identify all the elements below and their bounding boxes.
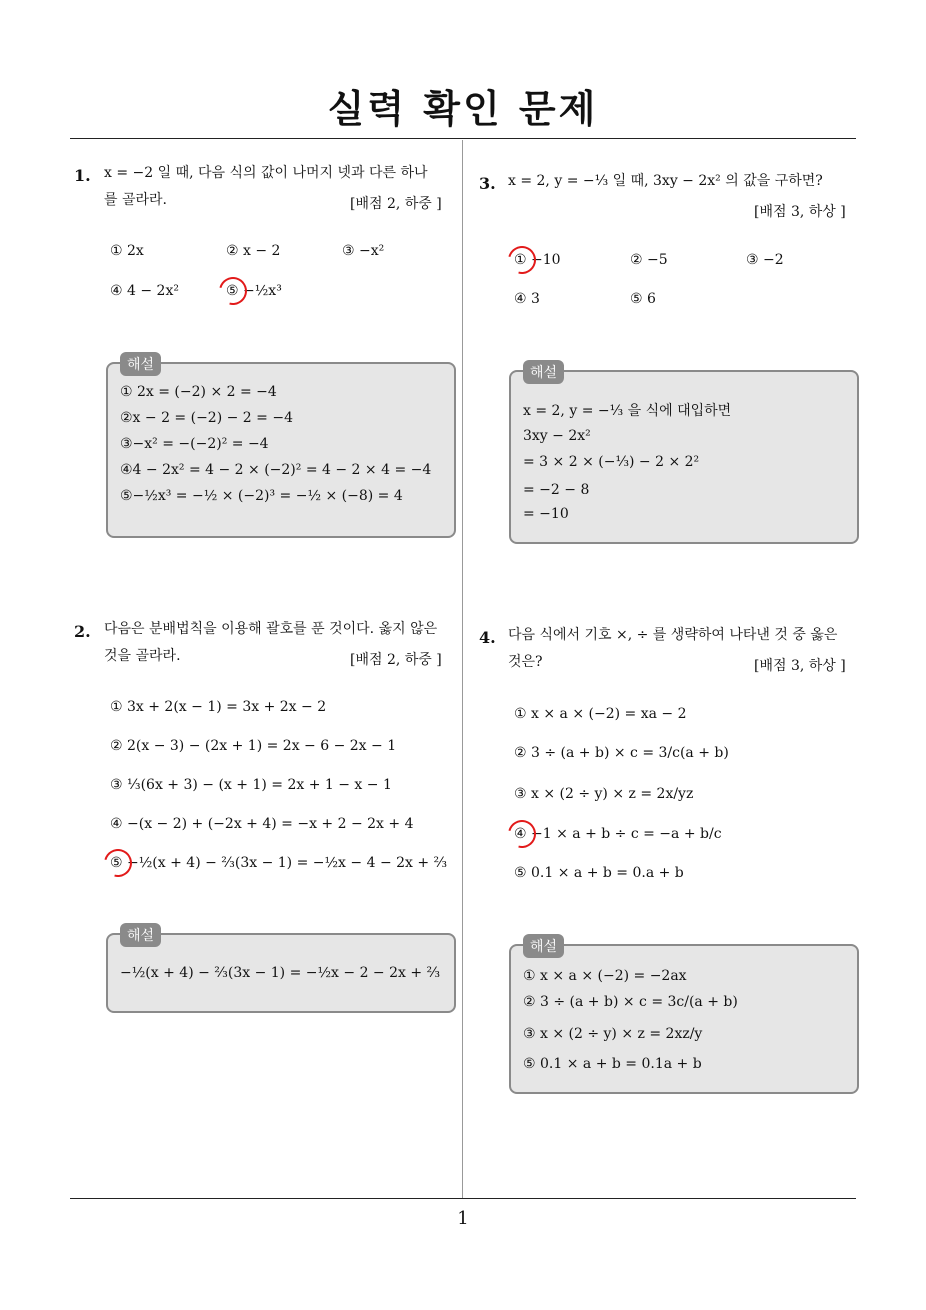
q1-answer-mark: [214, 272, 252, 310]
q1-option-4[interactable]: ④ 4 − 2x²: [110, 283, 179, 299]
page-title: 실력 확인 문제: [327, 87, 599, 131]
q3-solution-line: x = 2, y = −⅓ 을 식에 대입하면: [523, 403, 732, 419]
q1-solution-line: ① 2x = (−2) × 2 = −4: [120, 384, 277, 400]
q4-option-3[interactable]: ③ x × (2 ÷ y) × z = 2x/yz: [514, 786, 694, 802]
q3-solution-line: 3xy − 2x²: [523, 428, 591, 444]
q2-solution-line: −½(x + 4) − ⅔(3x − 1) = −½x − 2 − 2x + ⅔: [120, 965, 441, 981]
q2-option-2[interactable]: ② 2(x − 3) − (2x + 1) = 2x − 6 − 2x − 1: [110, 738, 397, 754]
q2-option-1[interactable]: ① 3x + 2(x − 1) = 3x + 2x − 2: [110, 699, 327, 715]
q3-option-4[interactable]: ④ 3: [514, 291, 540, 307]
bottom-rule: [70, 1198, 856, 1199]
q1-solution-line: ⑤−½x³ = −½ × (−2)³ = −½ × (−8) = 4: [120, 488, 403, 504]
q4-solution-tag: 해설: [523, 934, 564, 958]
q4-text-line2: 것은?: [508, 654, 543, 670]
q1-number: 1.: [74, 166, 91, 185]
q4-score: [배점 3, 하상 ]: [754, 658, 846, 674]
q1-solution-tag: 해설: [120, 352, 161, 376]
q2-solution-tag: 해설: [120, 923, 161, 947]
q1-option-5[interactable]: ⑤ −½x³: [226, 283, 282, 299]
q1-solution-line: ②x − 2 = (−2) − 2 = −4: [120, 410, 293, 426]
q2-text-line2: 것을 골라라.: [104, 648, 181, 664]
q1-text-line2: 를 골라라.: [104, 192, 167, 208]
q3-option-1[interactable]: ① −10: [514, 252, 561, 268]
q3-option-3[interactable]: ③ −2: [746, 252, 784, 268]
q2-number: 2.: [74, 622, 91, 641]
q4-solution-line: ③ x × (2 ÷ y) × z = 2xz/y: [523, 1026, 703, 1042]
q2-answer-mark: [99, 844, 137, 882]
q3-option-5[interactable]: ⑤ 6: [630, 291, 656, 307]
q4-solution-line: ② 3 ÷ (a + b) × c = 3c/(a + b): [523, 994, 738, 1010]
q1-solution-line: ③−x² = −(−2)² = −4: [120, 436, 269, 452]
q3-solution-line: = −2 − 8: [523, 482, 590, 498]
q1-score: [배점 2, 하중 ]: [350, 196, 442, 212]
q1-solution-line: ④4 − 2x² = 4 − 2 × (−2)² = 4 − 2 × 4 = −4: [120, 462, 432, 478]
page-number: 1: [457, 1208, 469, 1229]
q3-text-line1: x = 2, y = −⅓ 일 때, 3xy − 2x² 의 값을 구하면?: [508, 173, 823, 189]
q4-option-4[interactable]: ④ −1 × a + b ÷ c = −a + b/c: [514, 826, 722, 842]
q2-option-4[interactable]: ④ −(x − 2) + (−2x + 4) = −x + 2 − 2x + 4: [110, 816, 414, 832]
q3-option-2[interactable]: ② −5: [630, 252, 668, 268]
top-rule: [70, 138, 856, 139]
q3-solution-line: = −10: [523, 506, 569, 522]
q4-option-1[interactable]: ① x × a × (−2) = xa − 2: [514, 706, 687, 722]
q2-solution-box: [106, 928, 456, 1013]
q3-number: 3.: [479, 174, 496, 193]
q2-option-5[interactable]: ⑤ −½(x + 4) − ⅔(3x − 1) = −½x − 4 − 2x + ⅔: [110, 855, 448, 871]
q3-solution-line: = 3 × 2 × (−⅓) − 2 × 2²: [523, 454, 700, 470]
q4-answer-mark: [503, 815, 541, 853]
q4-option-5[interactable]: ⑤ 0.1 × a + b = 0.a + b: [514, 865, 684, 881]
q1-solution-box: [106, 357, 456, 538]
q2-score: [배점 2, 하중 ]: [350, 652, 442, 668]
q4-solution-box: [509, 939, 859, 1094]
q4-solution-line: ⑤ 0.1 × a + b = 0.1a + b: [523, 1056, 702, 1072]
q3-solution-box: [509, 365, 859, 544]
q1-text-line1: x = −2 일 때, 다음 식의 값이 나머지 넷과 다른 하나: [104, 165, 428, 181]
q2-text-line1: 다음은 분배법칙을 이용해 괄호를 푼 것이다. 옳지 않은: [104, 621, 438, 637]
q3-answer-mark: [503, 241, 541, 279]
q1-option-3[interactable]: ③ −x²: [342, 243, 385, 259]
q2-option-3[interactable]: ③ ⅓(6x + 3) − (x + 1) = 2x + 1 − x − 1: [110, 777, 392, 793]
column-divider: [462, 140, 463, 1198]
q1-option-1[interactable]: ① 2x: [110, 243, 144, 259]
q4-option-2[interactable]: ② 3 ÷ (a + b) × c = 3/c(a + b): [514, 745, 729, 761]
q3-score: [배점 3, 하상 ]: [754, 204, 846, 220]
q4-solution-line: ① x × a × (−2) = −2ax: [523, 968, 687, 984]
q1-option-2[interactable]: ② x − 2: [226, 243, 281, 259]
q4-text-line1: 다음 식에서 기호 ×, ÷ 를 생략하여 나타낸 것 중 옳은: [508, 627, 838, 643]
q4-number: 4.: [479, 628, 496, 647]
q3-solution-tag: 해설: [523, 360, 564, 384]
